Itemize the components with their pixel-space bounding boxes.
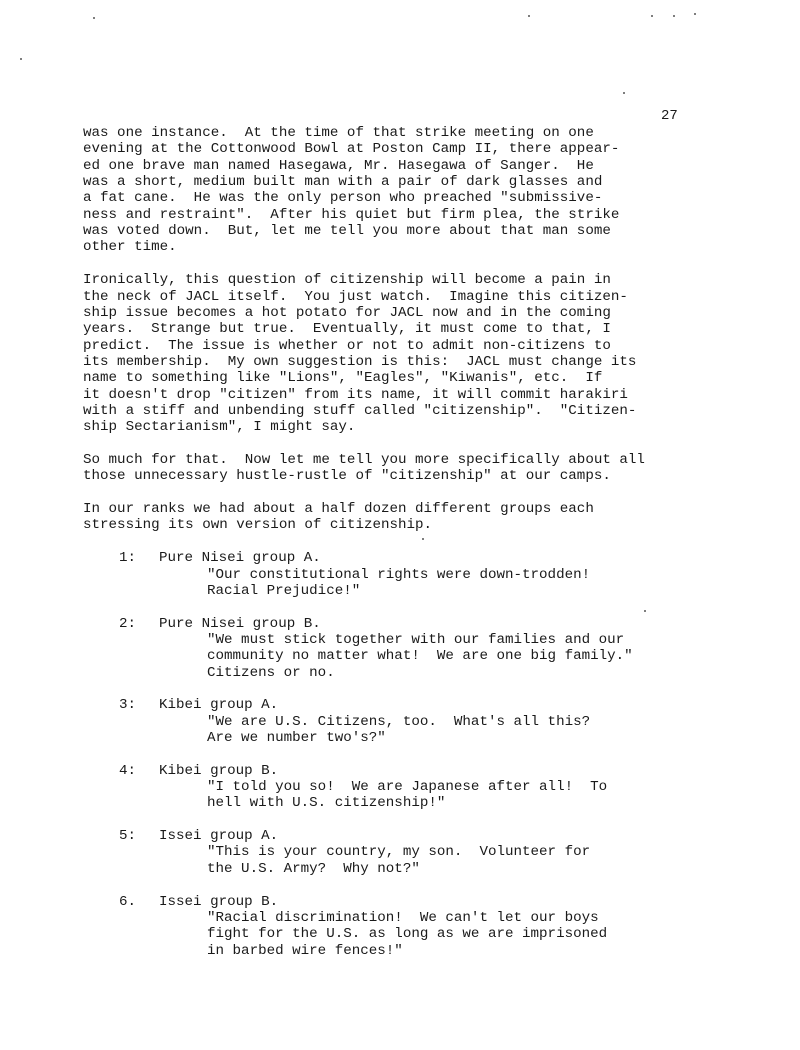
group-number: 3: (119, 697, 137, 714)
scan-speck (644, 610, 646, 612)
group-name: Pure Nisei group A. (159, 550, 321, 567)
group-quote-line: Are we number two's?" (207, 730, 386, 746)
group-name: Kibei group A. (159, 697, 279, 714)
paragraph-line: ed one brave man named Hasegawa, Mr. Hasegawa of Sanger. He (83, 157, 594, 174)
paragraph-line: years. Strange but true. Eventually, it must come to that, I (83, 321, 611, 338)
group-number: 6. (119, 893, 137, 910)
paragraph-line: those unnecessary hustle-rustle of "citizenship" at our camps. (83, 468, 611, 485)
scan-speck (651, 15, 653, 17)
paragraph-line: stressing its own version of citizenship. (83, 517, 433, 534)
paragraph-line: evening at the Cottonwood Bowl at Poston Camp II, there appear- (83, 141, 620, 158)
group-name: Kibei group B. (159, 762, 279, 779)
paragraph-line: a fat cane. He was the only person who preached "submissive- (83, 190, 603, 207)
group-quote-line: "Racial discrimination! We can't let our boys (207, 909, 599, 926)
scan-speck (673, 15, 675, 17)
paragraph-line: ship issue becomes a hot potato for JACL now and in the coming (83, 304, 611, 321)
group-name: Issei group A. (159, 828, 279, 845)
scan-speck (694, 13, 696, 15)
group-quote-line: community no matter what! We are one big family." (207, 648, 633, 665)
paragraph-line: with a stiff and unbending stuff called "citizenship". "Citizen- (83, 403, 637, 419)
paragraph-line: it doesn't drop "citizen" from its name, it will commit harakiri (83, 386, 628, 403)
paragraph-line: was voted down. But, let me tell you more about that man some (83, 223, 611, 240)
paragraph-line: name to something like "Lions", "Eagles", "Kiwanis", etc. If (83, 370, 603, 387)
group-quote-line: in barbed wire fences!" (207, 942, 403, 959)
paragraph-line: its membership. My own suggestion is this: JACL must change its (83, 353, 637, 370)
paragraph-line: So much for that. Now let me tell you more specifically about all (83, 452, 645, 468)
group-quote-line: "I told you so! We are Japanese after all! To (207, 779, 608, 795)
group-name: Issei group B. (159, 893, 279, 910)
scan-speck (528, 15, 530, 17)
group-quote-line: hell with U.S. citizenship!" (207, 795, 446, 812)
group-quote-line: Citizens or no. (207, 664, 335, 681)
paragraph-line: the neck of JACL itself. You just watch. Imagine this citizen- (83, 288, 628, 305)
group-quote-line: "We must stick together with our families and our (207, 631, 625, 648)
paragraph-line: Ironically, this question of citizenship will become a pain in (83, 272, 611, 289)
group-quote-line: fight for the U.S. as long as we are imprisoned (207, 926, 608, 943)
page-number: 27 (661, 108, 678, 124)
group-quote-line: the U.S. Army? Why not?" (207, 860, 420, 877)
group-quote-line: "This is your country, my son. Volunteer for (207, 844, 591, 861)
group-quote-line: Racial Prejudice!" (207, 582, 361, 599)
group-number: 5: (119, 828, 137, 845)
paragraph-line: other time. (83, 239, 177, 256)
group-number: 2: (119, 615, 137, 632)
scan-speck (422, 538, 424, 540)
scan-speck (20, 58, 22, 60)
scan-speck (623, 92, 625, 94)
group-number: 1: (119, 550, 137, 567)
group-number: 4: (119, 762, 137, 779)
paragraph-line: ness and restraint". After his quiet but firm plea, the strike (83, 206, 620, 223)
paragraph-line: predict. The issue is whether or not to admit non-citizens to (83, 337, 611, 354)
group-quote-line: "We are U.S. Citizens, too. What's all this? (207, 713, 591, 730)
paragraph-line: ship Sectarianism", I might say. (83, 419, 356, 436)
paragraph-line: was one instance. At the time of that strike meeting on one (83, 125, 594, 141)
scan-speck (93, 17, 95, 19)
group-name: Pure Nisei group B. (159, 615, 321, 632)
paragraph-line: In our ranks we had about a half dozen different groups each (83, 501, 594, 518)
group-quote-line: "Our constitutional rights were down-trodden! (207, 566, 591, 583)
paragraph-line: was a short, medium built man with a pair of dark glasses and (83, 174, 603, 190)
